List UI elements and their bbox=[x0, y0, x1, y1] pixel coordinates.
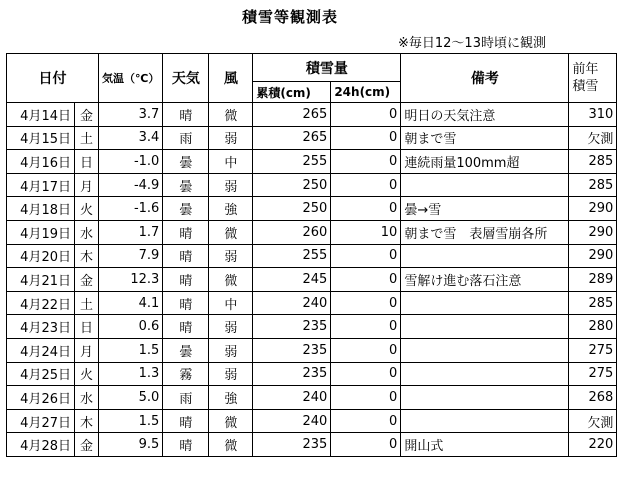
cell-wind: 弱 bbox=[209, 244, 253, 268]
cell-temperature: 9.5 bbox=[99, 433, 163, 457]
cell-weekday: 水 bbox=[75, 386, 99, 410]
cell-date: 4月18日 bbox=[7, 197, 75, 221]
cell-weekday: 月 bbox=[75, 173, 99, 197]
header-snow-24h: 24h(cm) bbox=[331, 82, 401, 103]
cell-snow-24h: 10 bbox=[331, 220, 401, 244]
cell-temperature: 1.5 bbox=[99, 409, 163, 433]
table-row bbox=[7, 338, 617, 362]
table-row bbox=[7, 291, 617, 315]
header-previous-year-line2: 積雪 bbox=[572, 79, 599, 94]
cell-previous-year: 275 bbox=[569, 362, 617, 386]
cell-previous-year: 280 bbox=[569, 315, 617, 339]
cell-snow-total: 260 bbox=[253, 220, 331, 244]
cell-snow-24h: 0 bbox=[331, 386, 401, 410]
cell-previous-year: 275 bbox=[569, 338, 617, 362]
cell-temperature: 7.9 bbox=[99, 244, 163, 268]
cell-remark: 雪解け進む落石注意 bbox=[401, 268, 569, 292]
cell-temperature: 1.3 bbox=[99, 362, 163, 386]
table-row bbox=[7, 197, 617, 221]
cell-snow-total: 235 bbox=[253, 362, 331, 386]
header-date: 日付 bbox=[7, 54, 99, 103]
cell-weekday: 日 bbox=[75, 315, 99, 339]
cell-snow-total: 265 bbox=[253, 103, 331, 127]
cell-temperature: 12.3 bbox=[99, 268, 163, 292]
cell-previous-year: 290 bbox=[569, 197, 617, 221]
cell-temperature: 3.4 bbox=[99, 126, 163, 150]
cell-snow-total: 265 bbox=[253, 126, 331, 150]
cell-weekday: 日 bbox=[75, 150, 99, 174]
cell-weather: 晴 bbox=[163, 244, 209, 268]
cell-snow-24h: 0 bbox=[331, 315, 401, 339]
cell-temperature: 1.5 bbox=[99, 338, 163, 362]
cell-snow-24h: 0 bbox=[331, 173, 401, 197]
table-row bbox=[7, 433, 617, 457]
cell-date: 4月24日 bbox=[7, 338, 75, 362]
table-row bbox=[7, 103, 617, 127]
cell-previous-year: 310 bbox=[569, 103, 617, 127]
cell-remark: 朝まで雪 表層雪崩各所 bbox=[401, 220, 569, 244]
table-row bbox=[7, 315, 617, 339]
cell-snow-total: 255 bbox=[253, 244, 331, 268]
cell-snow-24h: 0 bbox=[331, 433, 401, 457]
cell-wind: 中 bbox=[209, 291, 253, 315]
cell-previous-year: 289 bbox=[569, 268, 617, 292]
cell-weekday: 金 bbox=[75, 103, 99, 127]
cell-weather: 晴 bbox=[163, 315, 209, 339]
header-temperature: 気温（℃） bbox=[99, 54, 163, 103]
cell-weather: 雨 bbox=[163, 126, 209, 150]
cell-weekday: 木 bbox=[75, 244, 99, 268]
table-row bbox=[7, 386, 617, 410]
table-row bbox=[7, 173, 617, 197]
cell-weekday: 金 bbox=[75, 433, 99, 457]
cell-previous-year: 290 bbox=[569, 220, 617, 244]
cell-wind: 強 bbox=[209, 386, 253, 410]
cell-temperature: 0.6 bbox=[99, 315, 163, 339]
cell-temperature: 4.1 bbox=[99, 291, 163, 315]
cell-weather: 晴 bbox=[163, 103, 209, 127]
cell-date: 4月14日 bbox=[7, 103, 75, 127]
cell-date: 4月28日 bbox=[7, 433, 75, 457]
cell-wind: 強 bbox=[209, 197, 253, 221]
cell-snow-24h: 0 bbox=[331, 409, 401, 433]
cell-snow-24h: 0 bbox=[331, 362, 401, 386]
cell-weather: 晴 bbox=[163, 268, 209, 292]
cell-wind: 微 bbox=[209, 268, 253, 292]
cell-weather: 曇 bbox=[163, 173, 209, 197]
cell-weekday: 火 bbox=[75, 362, 99, 386]
cell-weekday: 土 bbox=[75, 291, 99, 315]
cell-date: 4月21日 bbox=[7, 268, 75, 292]
table-row bbox=[7, 150, 617, 174]
cell-wind: 中 bbox=[209, 150, 253, 174]
cell-remark: 明日の天気注意 bbox=[401, 103, 569, 127]
cell-snow-24h: 0 bbox=[331, 197, 401, 221]
cell-weather: 雨 bbox=[163, 386, 209, 410]
cell-remark bbox=[401, 386, 569, 410]
cell-snow-24h: 0 bbox=[331, 338, 401, 362]
cell-date: 4月15日 bbox=[7, 126, 75, 150]
cell-remark bbox=[401, 291, 569, 315]
cell-previous-year: 285 bbox=[569, 173, 617, 197]
cell-wind: 微 bbox=[209, 103, 253, 127]
header-snow: 積雪量 bbox=[253, 54, 401, 82]
cell-date: 4月20日 bbox=[7, 244, 75, 268]
cell-wind: 微 bbox=[209, 220, 253, 244]
cell-date: 4月23日 bbox=[7, 315, 75, 339]
table-row bbox=[7, 268, 617, 292]
cell-weather: 曇 bbox=[163, 197, 209, 221]
cell-snow-total: 235 bbox=[253, 338, 331, 362]
cell-temperature: -4.9 bbox=[99, 173, 163, 197]
cell-remark: 開山式 bbox=[401, 433, 569, 457]
cell-snow-total: 240 bbox=[253, 386, 331, 410]
cell-date: 4月17日 bbox=[7, 173, 75, 197]
table-row bbox=[7, 362, 617, 386]
header-previous-year-line1: 前年 bbox=[572, 62, 599, 77]
cell-snow-total: 250 bbox=[253, 173, 331, 197]
cell-wind: 弱 bbox=[209, 173, 253, 197]
table-row bbox=[7, 409, 617, 433]
cell-wind: 微 bbox=[209, 409, 253, 433]
header-wind: 風 bbox=[209, 54, 253, 103]
cell-date: 4月27日 bbox=[7, 409, 75, 433]
cell-temperature: -1.6 bbox=[99, 197, 163, 221]
cell-snow-total: 235 bbox=[253, 433, 331, 457]
cell-wind: 弱 bbox=[209, 362, 253, 386]
cell-snow-24h: 0 bbox=[331, 291, 401, 315]
cell-remark bbox=[401, 338, 569, 362]
cell-remark: 曇→雪 bbox=[401, 197, 569, 221]
header-snow-total: 累積(cm) bbox=[253, 82, 331, 103]
cell-date: 4月22日 bbox=[7, 291, 75, 315]
cell-temperature: -1.0 bbox=[99, 150, 163, 174]
cell-snow-total: 240 bbox=[253, 291, 331, 315]
cell-date: 4月25日 bbox=[7, 362, 75, 386]
cell-snow-24h: 0 bbox=[331, 126, 401, 150]
cell-temperature: 3.7 bbox=[99, 103, 163, 127]
cell-date: 4月19日 bbox=[7, 220, 75, 244]
cell-weather: 晴 bbox=[163, 433, 209, 457]
table-body bbox=[7, 103, 617, 457]
cell-remark: 連続雨量100mm超 bbox=[401, 150, 569, 174]
cell-wind: 微 bbox=[209, 433, 253, 457]
cell-remark bbox=[401, 244, 569, 268]
header-remarks: 備考 bbox=[401, 54, 569, 103]
cell-wind: 弱 bbox=[209, 315, 253, 339]
cell-previous-year: 290 bbox=[569, 244, 617, 268]
cell-snow-24h: 0 bbox=[331, 244, 401, 268]
cell-previous-year: 285 bbox=[569, 291, 617, 315]
header-weather: 天気 bbox=[163, 54, 209, 103]
cell-wind: 弱 bbox=[209, 126, 253, 150]
cell-weather: 曇 bbox=[163, 338, 209, 362]
cell-previous-year: 220 bbox=[569, 433, 617, 457]
header-previous-year bbox=[569, 54, 617, 103]
cell-snow-total: 245 bbox=[253, 268, 331, 292]
cell-temperature: 1.7 bbox=[99, 220, 163, 244]
cell-weekday: 水 bbox=[75, 220, 99, 244]
cell-weather: 霧 bbox=[163, 362, 209, 386]
table-row bbox=[7, 220, 617, 244]
cell-snow-total: 250 bbox=[253, 197, 331, 221]
page-title: 積雪等観測表 bbox=[241, 8, 338, 26]
cell-weekday: 金 bbox=[75, 268, 99, 292]
cell-snow-total: 240 bbox=[253, 409, 331, 433]
cell-snow-24h: 0 bbox=[331, 103, 401, 127]
cell-snow-total: 255 bbox=[253, 150, 331, 174]
cell-previous-year: 285 bbox=[569, 150, 617, 174]
cell-date: 4月16日 bbox=[7, 150, 75, 174]
cell-weekday: 土 bbox=[75, 126, 99, 150]
table-row bbox=[7, 244, 617, 268]
cell-temperature: 5.0 bbox=[99, 386, 163, 410]
cell-remark: 朝まで雪 bbox=[401, 126, 569, 150]
cell-weather: 晴 bbox=[163, 291, 209, 315]
cell-wind: 弱 bbox=[209, 338, 253, 362]
cell-previous-year: 欠測 bbox=[569, 126, 617, 150]
cell-remark bbox=[401, 409, 569, 433]
table-row bbox=[7, 126, 617, 150]
cell-weather: 晴 bbox=[163, 409, 209, 433]
cell-weekday: 木 bbox=[75, 409, 99, 433]
observation-note: ※毎日12～13時頃に観測 bbox=[398, 36, 546, 51]
cell-previous-year: 欠測 bbox=[569, 409, 617, 433]
cell-remark bbox=[401, 173, 569, 197]
cell-previous-year: 268 bbox=[569, 386, 617, 410]
cell-weather: 曇 bbox=[163, 150, 209, 174]
observation-table bbox=[6, 53, 617, 457]
cell-remark bbox=[401, 315, 569, 339]
cell-remark bbox=[401, 362, 569, 386]
cell-date: 4月26日 bbox=[7, 386, 75, 410]
cell-snow-24h: 0 bbox=[331, 268, 401, 292]
cell-weekday: 月 bbox=[75, 338, 99, 362]
cell-weather: 晴 bbox=[163, 220, 209, 244]
cell-snow-24h: 0 bbox=[331, 150, 401, 174]
cell-weekday: 火 bbox=[75, 197, 99, 221]
cell-snow-total: 235 bbox=[253, 315, 331, 339]
